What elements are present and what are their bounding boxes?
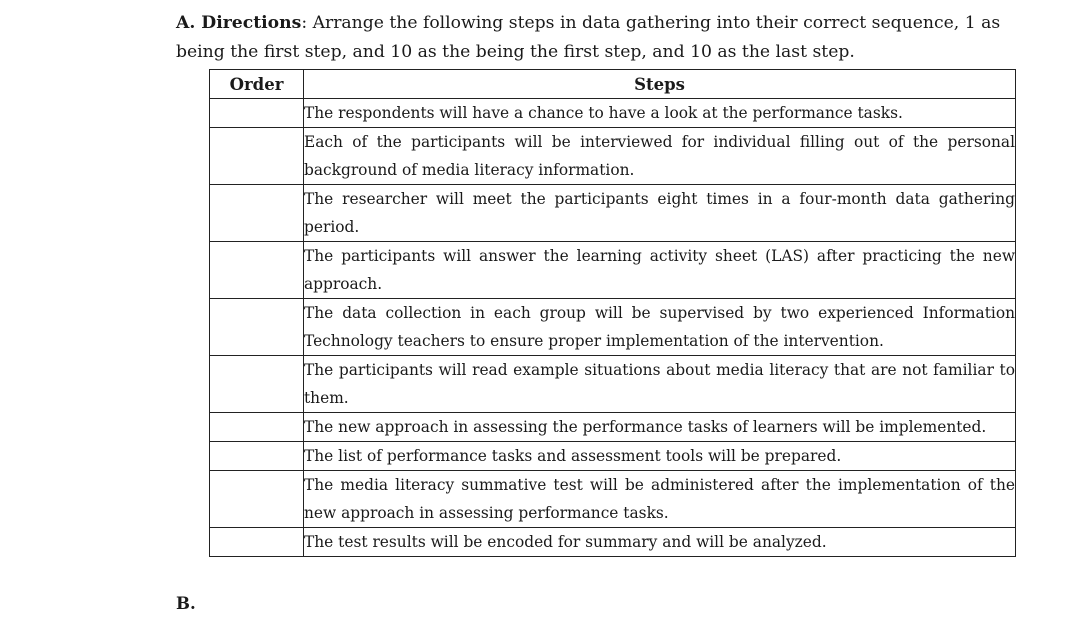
order-input-cell[interactable] [210,299,304,356]
steps-header: Steps [304,70,1016,99]
step-cell: The test results will be encoded for summary and will be analyzed. [304,528,1016,557]
table-row [210,356,1016,413]
order-input-cell[interactable] [210,128,304,185]
order-input-cell[interactable] [210,471,304,528]
step-cell: The researcher will meet the participants eight times in a four-month data gathering period. [304,185,1016,242]
steps-table [209,69,1016,557]
table-row [210,128,1016,185]
step-cell: The new approach in assessing the performance tasks of learners will be implemented. [304,413,1016,442]
section-b-label: B. [176,594,196,613]
table-row [210,99,1016,128]
table-row [210,442,1016,471]
order-input-cell[interactable] [210,413,304,442]
order-input-cell[interactable] [210,528,304,557]
step-cell: The respondents will have a chance to have a look at the performance tasks. [304,99,1016,128]
table-header-row [210,70,1016,99]
directions-label: A. Directions [176,13,302,33]
step-cell: Each of the participants will be interviewed for individual filling out of the personal background of media literacy information. [304,128,1016,185]
table-row [210,185,1016,242]
step-cell: The participants will answer the learning activity sheet (LAS) after practicing the new approach. [304,242,1016,299]
order-input-cell[interactable] [210,242,304,299]
order-input-cell[interactable] [210,356,304,413]
step-cell: The data collection in each group will be supervised by two experienced Information Technology teachers to ensure proper implementation of the intervention. [304,299,1016,356]
directions-paragraph [176,9,1016,67]
step-cell: The media literacy summative test will be administered after the implementation of the new approach in assessing performance tasks. [304,471,1016,528]
order-header: Order [210,70,304,99]
order-input-cell[interactable] [210,99,304,128]
step-cell: The participants will read example situations about media literacy that are not familiar to them. [304,356,1016,413]
table-row [210,299,1016,356]
table-row [210,471,1016,528]
directions-text: : Arrange the following steps in data gathering into their correct sequence, 1 as being the first step, and 10 as the being the first step, and 10 as the last step. [176,13,1001,62]
table-row [210,242,1016,299]
step-cell: The list of performance tasks and assessment tools will be prepared. [304,442,1016,471]
table-row [210,528,1016,557]
table-row [210,413,1016,442]
order-input-cell[interactable] [210,442,304,471]
order-input-cell[interactable] [210,185,304,242]
